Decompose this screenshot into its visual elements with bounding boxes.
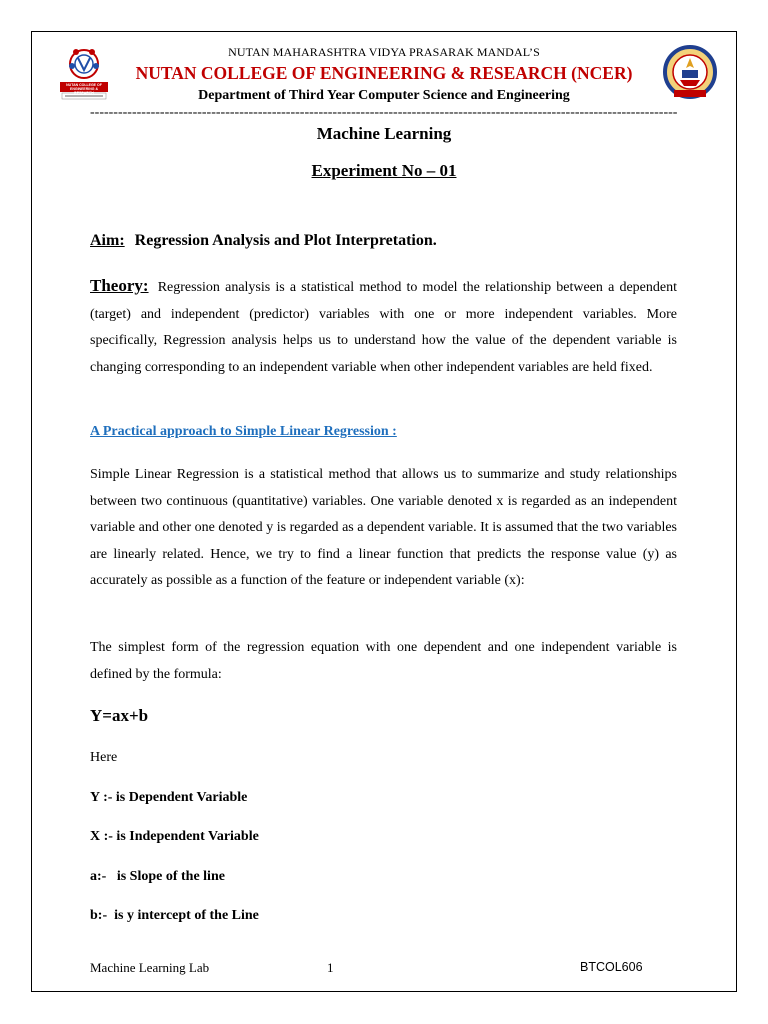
formula-intro-paragraph: The simplest form of the regression equation with one dependent and one independent variable is defined by the formula: — [90, 640, 677, 682]
document-title: Machine Learning — [316, 124, 452, 143]
theory-label: Theory: — [90, 276, 149, 295]
college-name: NUTAN COLLEGE OF ENGINEERING & RESEARCH (NCER) — [135, 63, 633, 83]
footer-course-code: BTCOL606 — [580, 960, 643, 974]
society-name: NUTAN MAHARASHTRA VIDYA PRASARAK MANDAL’S — [228, 45, 540, 59]
header-separator: ------------------------------------------------------------------------------------------------------------------------------ — [90, 105, 678, 120]
footer-lab-name: Machine Learning Lab — [90, 960, 210, 975]
left-logo-text: NUTAN COLLEGE OF ENGINEERING & RESEARCH — [66, 83, 102, 95]
experiment-number — [90, 161, 678, 181]
definition-a: a:- is Slope of the line — [90, 869, 225, 884]
aim-label: Aim: — [90, 232, 125, 249]
here-label: Here — [90, 750, 118, 765]
theory-text: Regression analysis is a statistical method to model the relationship between a dependent (target) and independent (predictor) variables with one or more independent variables. More specifically, Regression analysis helps us to understand how the value of the dependent variable is changing corresponding to an independent variable when other independent variables are held fixed. — [90, 280, 677, 375]
aim-text: Regression Analysis and Plot Interpretation. — [134, 232, 437, 249]
footer-page-number: 1 — [327, 960, 334, 975]
department-name: Department of Third Year Computer Science and Engineering — [198, 88, 570, 103]
definition-y: Y :- is Dependent Variable — [90, 790, 248, 805]
experiment-number-text: Experiment No – 01 — [311, 161, 457, 180]
college-logo-right — [662, 44, 718, 102]
slr-paragraph: Simple Linear Regression is a statistical method that allows us to summarize and study relationships between two continuous (quantitative) variables. One variable denoted x is regarded as an independent variable and other one denoted y is regarded as a dependent variable. It is assumed that the two variables are linearly related. Hence, we try to find a linear function that predicts the response value (y) as accurately as possible as a function of the feature or independent variable (x): — [90, 467, 677, 588]
section-heading-link[interactable]: A Practical approach to Simple Linear Regression : — [90, 424, 397, 439]
definition-b: b:- is y intercept of the Line — [90, 908, 259, 923]
regression-formula: Y=ax+b — [90, 706, 149, 725]
theory-paragraph — [90, 273, 677, 381]
definition-x: X :- is Independent Variable — [90, 829, 259, 844]
aim-line — [90, 232, 437, 250]
